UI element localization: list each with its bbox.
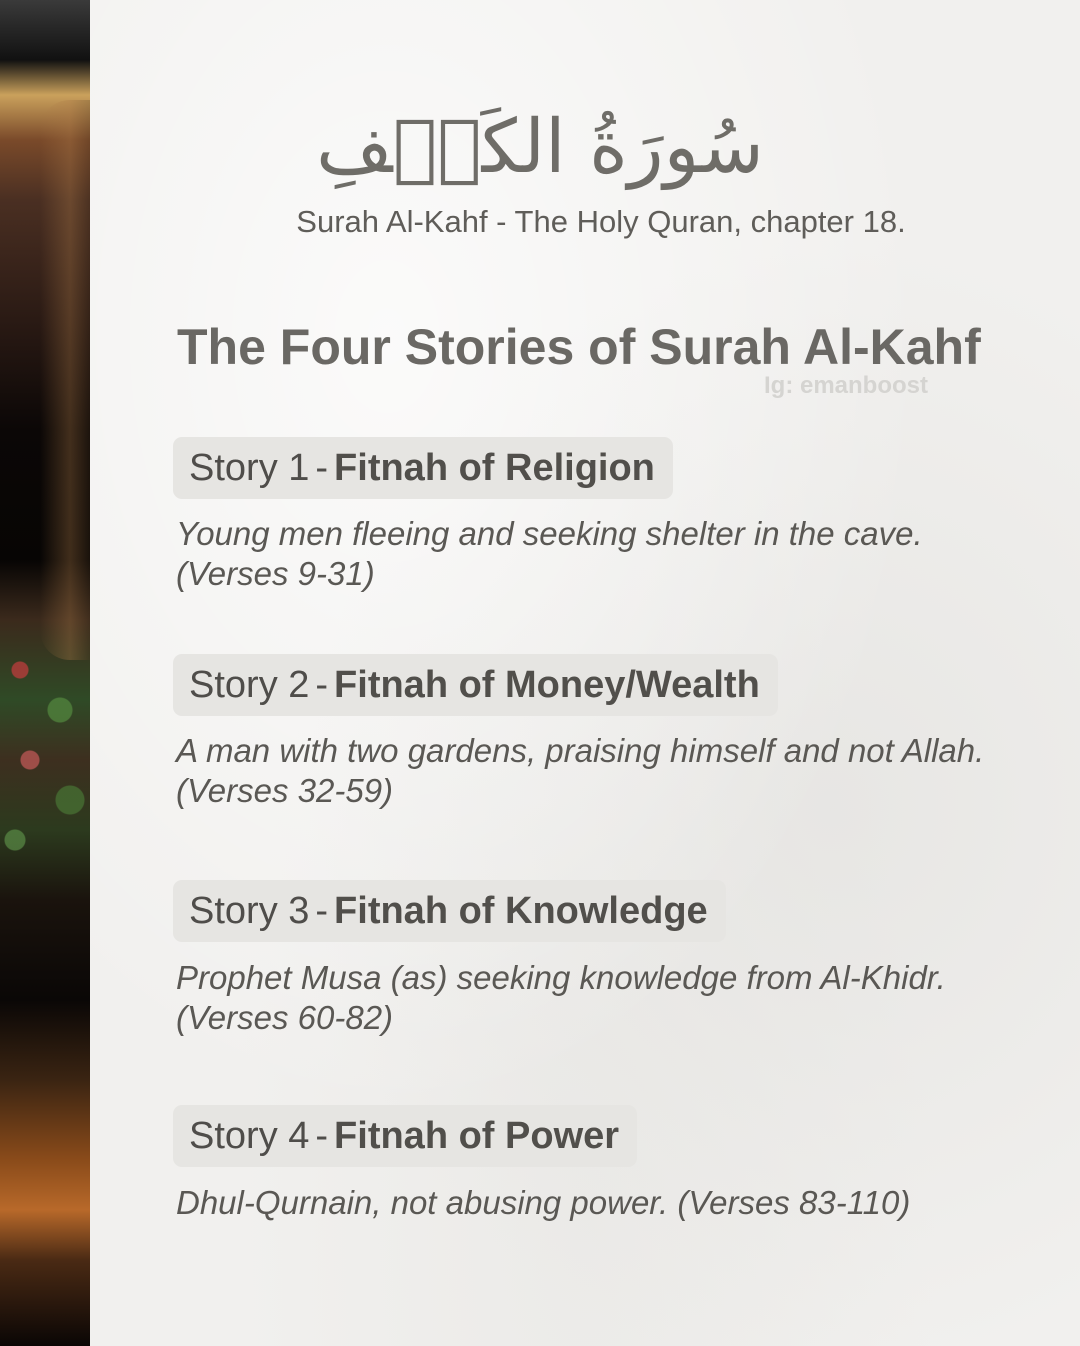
story-3-verses: (Verses 60-82)	[176, 999, 394, 1036]
story-2-verses: (Verses 32-59)	[176, 772, 394, 809]
story-4-separator: -	[315, 1115, 329, 1157]
story-3-summary: Prophet Musa (as) seeking knowledge from Al-Khidr.	[176, 959, 946, 996]
story-1-verses: (Verses 9-31)	[176, 555, 375, 592]
story-3-description	[176, 958, 946, 1038]
arabic-calligraphy-title: سُورَةُ الكَهۡفِ	[316, 104, 764, 190]
story-1-theme: Fitnah of Religion	[334, 447, 655, 489]
story-2-heading	[173, 654, 778, 716]
story-4-heading	[173, 1105, 637, 1167]
story-1-separator: -	[315, 447, 329, 489]
story-1-summary: Young men fleeing and seeking shelter in the cave.	[176, 515, 923, 552]
story-4-verses: (Verses 83-110)	[677, 1184, 911, 1221]
story-4-description	[176, 1183, 910, 1223]
story-2-description	[176, 731, 984, 811]
story-3-label: Story 3	[189, 890, 310, 932]
foliage-shape	[0, 640, 90, 880]
story-1-description	[176, 514, 923, 594]
story-2-theme: Fitnah of Money/Wealth	[334, 664, 760, 706]
story-2-separator: -	[315, 664, 329, 706]
story-3-heading	[173, 880, 726, 942]
story-4-label: Story 4	[189, 1115, 310, 1157]
story-3-separator: -	[315, 890, 329, 932]
story-2-summary: A man with two gardens, praising himself and not Allah.	[176, 732, 985, 769]
story-1-heading	[173, 437, 673, 499]
story-4-summary: Dhul-Qurnain, not abusing power.	[176, 1184, 669, 1221]
watermark: Ig: emanboost	[764, 372, 929, 399]
story-3-theme: Fitnah of Knowledge	[334, 890, 708, 932]
story-2-label: Story 2	[189, 664, 310, 706]
story-4-theme: Fitnah of Power	[334, 1115, 620, 1157]
subtitle: Surah Al-Kahf - The Holy Quran, chapter 18.	[296, 204, 906, 239]
story-1-label: Story 1	[189, 447, 310, 489]
page-title: The Four Stories of Surah Al-Kahf	[177, 319, 981, 375]
